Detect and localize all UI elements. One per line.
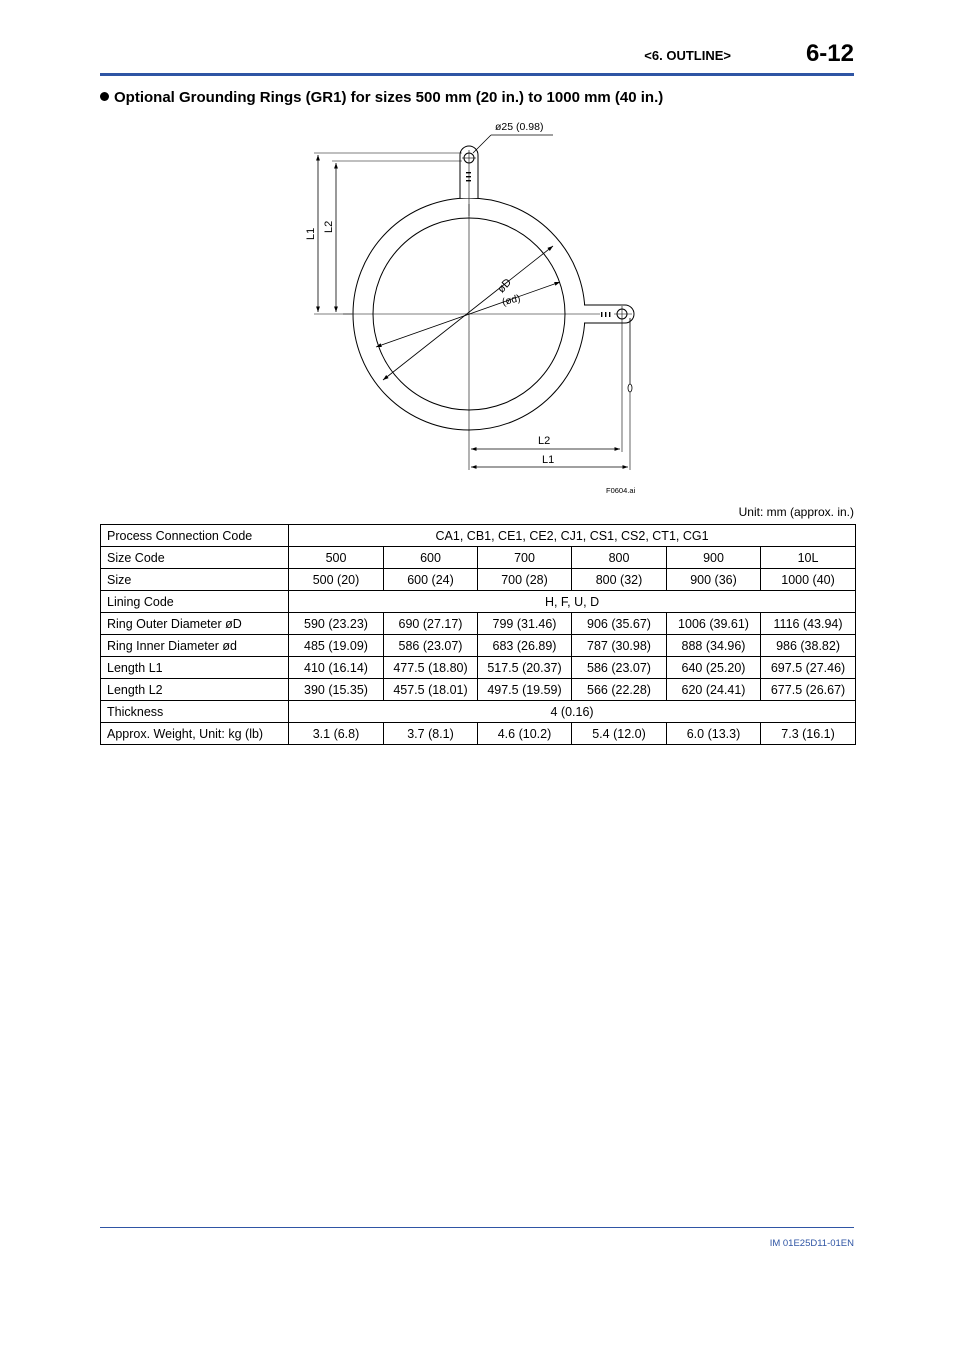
row-label: Thickness bbox=[101, 701, 289, 723]
table-cell: 1006 (39.61) bbox=[667, 613, 761, 635]
table-cell: 600 bbox=[384, 547, 478, 569]
table-cell: 690 (27.17) bbox=[384, 613, 478, 635]
unit-note: Unit: mm (approx. in.) bbox=[738, 505, 854, 519]
table-cell: 590 (23.23) bbox=[289, 613, 384, 635]
table-cell: 586 (23.07) bbox=[572, 657, 667, 679]
row-label: Length L2 bbox=[101, 679, 289, 701]
table-cell: 6.0 (13.3) bbox=[667, 723, 761, 745]
table-cell: 700 (28) bbox=[478, 569, 572, 591]
table-cell: 3.1 (6.8) bbox=[289, 723, 384, 745]
table-row bbox=[101, 657, 856, 679]
row-label: Ring Outer Diameter øD bbox=[101, 613, 289, 635]
table-cell: 900 bbox=[667, 547, 761, 569]
table-cell: 800 (32) bbox=[572, 569, 667, 591]
row-label: Size bbox=[101, 569, 289, 591]
table-cell: 485 (19.09) bbox=[289, 635, 384, 657]
table-cell: 390 (15.35) bbox=[289, 679, 384, 701]
table-cell: 10L bbox=[761, 547, 856, 569]
outer-diameter-label: øD bbox=[495, 276, 515, 296]
document-id: IM 01E25D11-01EN bbox=[769, 1238, 854, 1249]
row-label: Approx. Weight, Unit: kg (lb) bbox=[101, 723, 289, 745]
table-cell: 4.6 (10.2) bbox=[478, 723, 572, 745]
inner-diameter-label: (ød) bbox=[501, 293, 522, 309]
l1-vertical-label: L1 bbox=[305, 227, 317, 240]
table-row bbox=[101, 679, 856, 701]
table-cell: 620 (24.41) bbox=[667, 679, 761, 701]
row-label: Ring Inner Diameter ød bbox=[101, 635, 289, 657]
section-title-text: Optional Grounding Rings (GR1) for sizes 500 mm (20 in.) to 1000 mm (40 in.) bbox=[114, 89, 664, 106]
table-cell: 900 (36) bbox=[667, 569, 761, 591]
l2-horizontal-label: L2 bbox=[538, 435, 551, 447]
specification-table bbox=[100, 524, 856, 745]
table-cell: 683 (26.89) bbox=[478, 635, 572, 657]
table-cell: 1000 (40) bbox=[761, 569, 856, 591]
page-number: 6-12 bbox=[805, 40, 854, 67]
table-cell: 799 (31.46) bbox=[478, 613, 572, 635]
row-label: Length L1 bbox=[101, 657, 289, 679]
outer-diameter-arrow bbox=[383, 246, 553, 380]
row-label: Lining Code bbox=[101, 591, 289, 613]
hole-diameter-label: ø25 (0.98) bbox=[495, 121, 544, 133]
l2-vertical-label: L2 bbox=[323, 220, 335, 233]
table-cell: 697.5 (27.46) bbox=[761, 657, 856, 679]
grounding-ring-drawing bbox=[0, 0, 954, 500]
table-cell: 600 (24) bbox=[384, 569, 478, 591]
table-cell: 888 (34.96) bbox=[667, 635, 761, 657]
table-cell: 477.5 (18.80) bbox=[384, 657, 478, 679]
table-cell: 700 bbox=[478, 547, 572, 569]
table-cell: 986 (38.82) bbox=[761, 635, 856, 657]
spanned-cell: 4 (0.16) bbox=[289, 701, 856, 723]
table-cell: 566 (22.28) bbox=[572, 679, 667, 701]
table-row bbox=[101, 635, 856, 657]
table-cell: 586 (23.07) bbox=[384, 635, 478, 657]
table-row bbox=[101, 547, 856, 569]
table-cell: 5.4 (12.0) bbox=[572, 723, 667, 745]
table-cell: 497.5 (19.59) bbox=[478, 679, 572, 701]
figure-id: F0604.ai bbox=[606, 486, 636, 495]
table-cell: 906 (35.67) bbox=[572, 613, 667, 635]
table-cell: 800 bbox=[572, 547, 667, 569]
table-row bbox=[101, 591, 856, 613]
chapter-heading: <6. OUTLINE> bbox=[644, 48, 731, 63]
table-cell: 500 (20) bbox=[289, 569, 384, 591]
table-cell: 640 (25.20) bbox=[667, 657, 761, 679]
table-row bbox=[101, 723, 856, 745]
table-row bbox=[101, 701, 856, 723]
l1-horizontal-label: L1 bbox=[542, 454, 555, 466]
spanned-cell: H, F, U, D bbox=[289, 591, 856, 613]
footer-rule bbox=[100, 1227, 854, 1228]
table-cell: 7.3 (16.1) bbox=[761, 723, 856, 745]
table-cell: 457.5 (18.01) bbox=[384, 679, 478, 701]
table-cell: 1116 (43.94) bbox=[761, 613, 856, 635]
table-row bbox=[101, 569, 856, 591]
table-cell: 410 (16.14) bbox=[289, 657, 384, 679]
inner-diameter-arrow bbox=[376, 282, 560, 347]
row-label: Process Connection Code bbox=[101, 525, 289, 547]
table-cell: 677.5 (26.67) bbox=[761, 679, 856, 701]
table-row bbox=[101, 613, 856, 635]
table-cell: 500 bbox=[289, 547, 384, 569]
table-cell: 787 (30.98) bbox=[572, 635, 667, 657]
spanned-cell: CA1, CB1, CE1, CE2, CJ1, CS1, CS2, CT1, CG1 bbox=[289, 525, 856, 547]
table-row bbox=[101, 525, 856, 547]
table-cell: 517.5 (20.37) bbox=[478, 657, 572, 679]
table-cell: 3.7 (8.1) bbox=[384, 723, 478, 745]
row-label: Size Code bbox=[101, 547, 289, 569]
